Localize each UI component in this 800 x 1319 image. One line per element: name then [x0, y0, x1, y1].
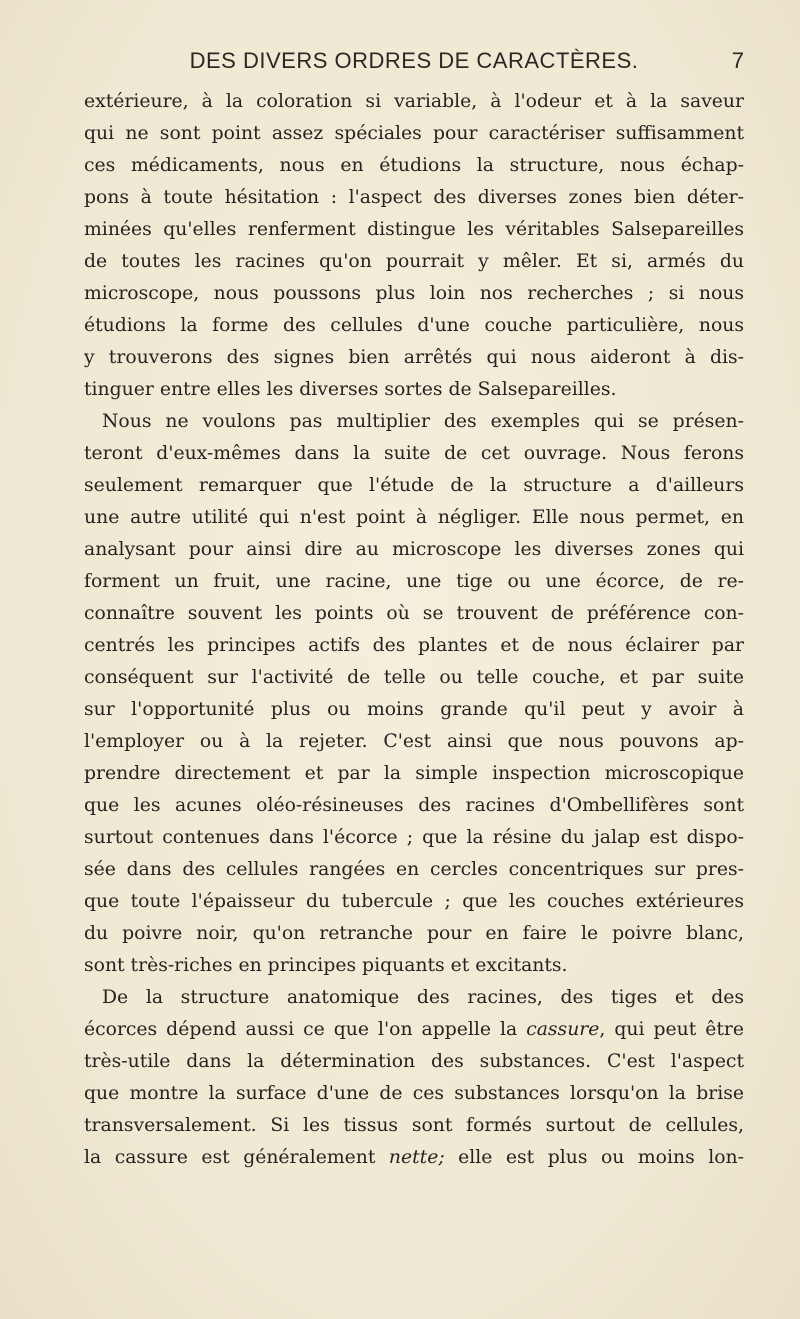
text-run: écorces dépend aussi ce que l'on appelle la — [84, 1019, 527, 1040]
text-run: elle est plus ou moins lon- — [444, 1147, 744, 1168]
text-line: centrés les principes actifs des plantes et de nous éclairer par — [84, 635, 744, 656]
text-line: transversalement. Si les tissus sont formés surtout de cellules, — [84, 1115, 744, 1136]
text-run: , qui peut être — [599, 1019, 744, 1040]
text-line: étudions la forme des cellules d'une couche particulière, nous — [84, 315, 744, 336]
text-line — [84, 1142, 744, 1174]
text-line: minées qu'elles renferment distingue les véritables Salsepareilles — [84, 219, 744, 240]
text-line: microscope, nous poussons plus loin nos recherches ; si nous — [84, 283, 744, 304]
text-line: que les acunes oléo-résineuses des racines d'Ombellifères sont — [84, 795, 744, 816]
text-line: du poivre noir, qu'on retranche pour en faire le poivre blanc, — [84, 923, 744, 944]
page-number: 7 — [731, 48, 744, 73]
italic-term: nette; — [388, 1147, 445, 1168]
text-line: teront d'eux-mêmes dans la suite de cet ouvrage. Nous ferons — [84, 443, 744, 464]
text-line: prendre directement et par la simple inspection microscopique — [84, 763, 744, 784]
text-line: conséquent sur l'activité de telle ou telle couche, et par suite — [84, 667, 744, 688]
text-line: forment un fruit, une racine, une tige ou une écorce, de re- — [84, 571, 744, 592]
text-line: tinguer entre elles les diverses sortes de Salsepareilles. — [84, 379, 617, 400]
running-title: DES DIVERS ORDRES DE CARACTÈRES. — [189, 48, 639, 73]
running-head — [84, 48, 744, 78]
text-run: la cassure est généralement — [84, 1147, 389, 1168]
text-line: qui ne sont point assez spéciales pour caractériser suffisamment — [84, 123, 744, 144]
paragraph-first-line: Nous ne voulons pas multiplier des exemples qui se présen- — [102, 411, 744, 432]
text-line: que toute l'épaisseur du tubercule ; que les couches extérieures — [84, 891, 744, 912]
text-line: surtout contenues dans l'écorce ; que la résine du jalap est dispo- — [84, 827, 744, 848]
text-line: sée dans des cellules rangées en cercles concentriques sur pres- — [84, 859, 744, 880]
text-line: analysant pour ainsi dire au microscope les diverses zones qui — [84, 539, 744, 560]
text-line — [84, 1014, 744, 1046]
text-line: l'employer ou à la rejeter. C'est ainsi que nous pouvons ap- — [84, 731, 744, 752]
text-line: ces médicaments, nous en étudions la structure, nous échap- — [84, 155, 744, 176]
text-line: seulement remarquer que l'étude de la structure a d'ailleurs — [84, 475, 744, 496]
italic-term: cassure — [526, 1019, 600, 1040]
text-line: une autre utilité qui n'est point à négliger. Elle nous permet, en — [84, 507, 744, 528]
text-line: sur l'opportunité plus ou moins grande qu'il peut y avoir à — [84, 699, 744, 720]
text-line: très-utile dans la détermination des substances. C'est l'aspect — [84, 1051, 744, 1072]
text-line: pons à toute hésitation : l'aspect des diverses zones bien déter- — [84, 187, 744, 208]
text-line: y trouverons des signes bien arrêtés qui nous aideront à dis- — [84, 347, 744, 368]
text-line: que montre la surface d'une de ces substances lorsqu'on la brise — [84, 1083, 744, 1104]
text-line: sont très-riches en principes piquants et excitants. — [84, 955, 568, 976]
text-line: connaître souvent les points où se trouvent de préférence con- — [84, 603, 744, 624]
paragraph-first-line: De la structure anatomique des racines, des tiges et des — [102, 987, 744, 1008]
text-line: extérieure, à la coloration si variable, à l'odeur et à la saveur — [84, 91, 744, 112]
text-line: de toutes les racines qu'on pourrait y mêler. Et si, armés du — [84, 251, 744, 272]
body-text — [84, 86, 744, 1174]
